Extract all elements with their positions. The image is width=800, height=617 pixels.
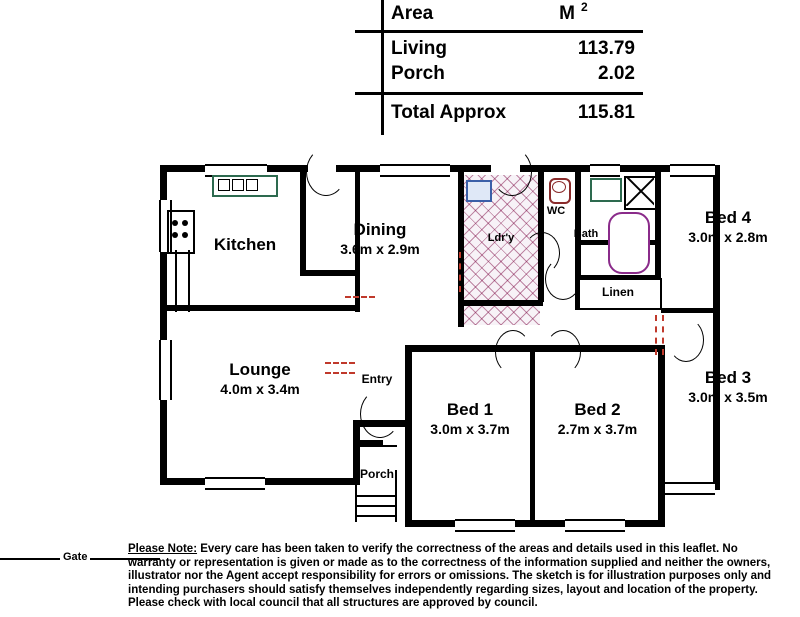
vanity-basin: [590, 178, 622, 202]
area-total-value: 115.81: [577, 102, 635, 123]
wall-lounge-top: [160, 305, 360, 311]
wall-bed1-bed2-divider: [530, 352, 535, 522]
room-name-lounge: Lounge: [229, 360, 291, 379]
opening-marker-dining-lounge: [345, 296, 375, 298]
room-dims-dining: 3.6m x 2.9m: [340, 241, 420, 257]
area-header-unit: M: [559, 3, 575, 24]
area-row-value-living: 113.79: [577, 38, 635, 59]
porch-step-4: [355, 515, 397, 517]
gate-label: Gate: [60, 551, 90, 563]
window-lounge-side: [159, 340, 172, 400]
label-laundry: Ldr'y: [487, 232, 515, 244]
room-label-bed1: [415, 400, 525, 439]
wall-bed4-bottom: [661, 308, 720, 313]
area-header-label: Area: [391, 3, 434, 24]
cooktop-burner-1: [218, 179, 230, 191]
disclaimer-note: [128, 543, 788, 611]
sink-tap-2: [182, 220, 188, 226]
label-linen: Linen: [602, 285, 634, 299]
window-dining: [380, 164, 450, 177]
door-arc-entry: [360, 390, 400, 438]
label-bath: Bath: [573, 228, 599, 240]
room-label-kitchen: [185, 235, 305, 255]
shower-cross: [624, 176, 654, 206]
window-bed4: [670, 164, 715, 177]
area-row-value-porch: 2.02: [598, 63, 635, 84]
room-name-bed2: Bed 2: [574, 400, 621, 419]
porch-step-2: [355, 495, 397, 497]
door-arc-bath: [545, 258, 581, 300]
room-dims-lounge: 4.0m x 3.4m: [220, 381, 300, 397]
area-summary-table: [355, 0, 645, 135]
door-arc-hall-top: [492, 148, 532, 196]
area-row-label-living: Living: [391, 38, 447, 59]
robe-marker-bed3: [655, 315, 657, 355]
porch-step-1: [355, 445, 397, 447]
room-name-bed1: Bed 1: [446, 400, 494, 419]
robe-marker-laundry: [459, 252, 461, 292]
wall-kitchen-bottom: [300, 270, 360, 276]
sink-tap-1: [172, 220, 178, 226]
window-bath: [590, 164, 620, 177]
cooktop-burner-2: [232, 179, 244, 191]
room-label-bed3: [668, 368, 788, 407]
cooktop-burner-3: [246, 179, 258, 191]
laundry-tub: [466, 180, 492, 202]
room-dims-bed4: 3.0m x 2.8m: [688, 229, 768, 245]
label-entry: Entry: [361, 372, 393, 386]
window-lounge-front: [205, 477, 265, 490]
porch-step-3: [355, 505, 397, 507]
room-name-bed4: Bed 4: [704, 208, 752, 227]
table-divider-top: [355, 30, 643, 33]
bathtub: [608, 212, 650, 274]
wall-bedrooms-top: [405, 345, 665, 352]
window-bed1: [455, 519, 515, 532]
robe-marker-bed3-2: [662, 315, 664, 355]
wall-laundry-bottom: [458, 300, 543, 306]
room-name-dining: Dining: [353, 220, 407, 239]
window-bed3: [665, 482, 715, 495]
door-arc-bed2: [545, 330, 581, 374]
room-label-lounge: [180, 360, 340, 399]
door-arc-kitchen: [306, 148, 346, 196]
room-dims-bed2: 2.7m x 3.7m: [557, 421, 638, 437]
room-name-bed3: Bed 3: [704, 368, 752, 387]
door-arc-bed3: [668, 318, 704, 362]
wall-bottom-bedrooms: [405, 520, 665, 527]
table-vertical-divider: [381, 0, 384, 135]
room-dims-bed3: 3.0m x 3.5m: [688, 389, 768, 405]
window-bed2: [565, 519, 625, 532]
area-header-unit-superscript: 2: [581, 0, 588, 14]
toilet-bowl: [552, 181, 566, 193]
disclaimer-lead: Please Note:: [128, 543, 198, 555]
label-wc: WC: [546, 205, 566, 217]
sink-tap-3: [172, 232, 178, 238]
room-name-kitchen: Kitchen: [213, 235, 277, 254]
label-porch: Porch: [359, 467, 394, 481]
wall-bed1-left: [405, 345, 412, 527]
door-arc-bed1: [495, 330, 531, 374]
area-total-label: Total Approx: [391, 102, 507, 123]
area-row-label-porch: Porch: [391, 63, 445, 84]
table-divider-bottom: [355, 92, 643, 95]
room-label-dining: [305, 220, 455, 259]
wall-bed-right: [658, 345, 665, 525]
disclaimer-text: Every care has been taken to verify the correctness of the areas and details used in this leaflet. No warranty or representation is given or made as to the correctness of the information supplied and neither the owners, illustrator nor the Agent accept responsibility for errors or omissions. The sketch is for illustration purposes only and intending purchasers should satisfy themselves independently regarding sizes, layout and location of the property. Please check with local council that all structures are approved by council.: [128, 543, 772, 610]
room-label-bed4: [668, 208, 788, 247]
room-dims-bed1: 3.0m x 3.7m: [430, 421, 510, 437]
kitchen-pantry-edge: [175, 250, 177, 312]
kitchen-pantry-edge-2: [188, 250, 190, 312]
room-label-bed2: [540, 400, 655, 439]
